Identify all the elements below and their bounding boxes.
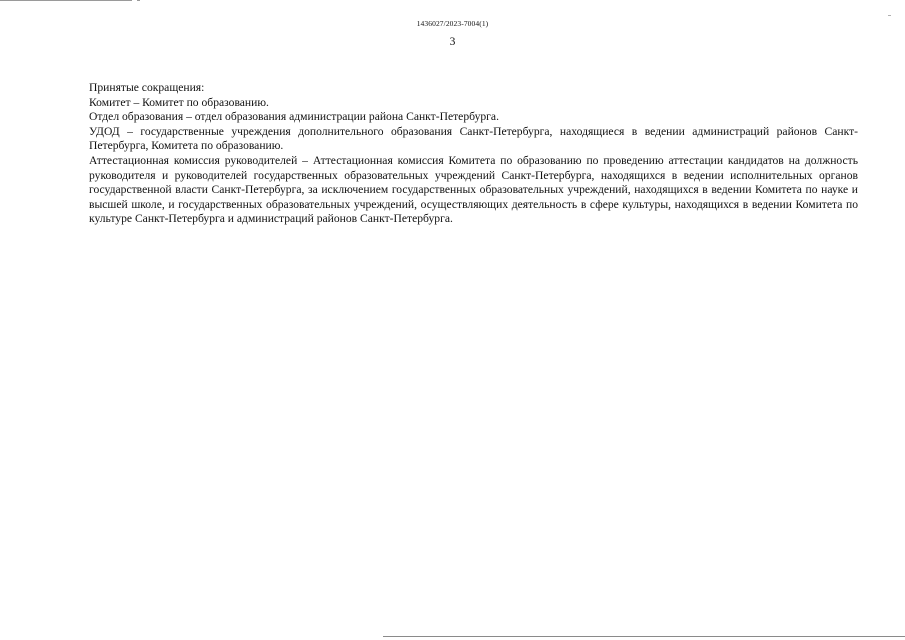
scan-artifact-line — [383, 636, 905, 637]
document-id: 1436027/2023-7004(1) — [416, 19, 489, 28]
abbreviations-section — [89, 81, 858, 227]
abbreviation-item: Отдел образования – отдел образования администрации района Санкт-Петербурга. — [89, 110, 499, 124]
abbreviations-heading: Принятые сокращения: — [89, 81, 205, 94]
page-number: 3 — [449, 36, 456, 48]
scan-artifact-dot — [888, 15, 891, 16]
abbreviation-item: Аттестационная комиссия руководителей – Аттестационная комиссия Комитета по образованию по проведению аттестации кандидатов на должность руководителя и руководителей государственных образовательных учреждений Санкт-Петербурга, находящихся в ведении исполнительных органов государственной власти Санкт-Петербурга, за исключением государственных образовательных учреждений, находящихся в ведении Комитета по науке и высшей школе, и государственных образовательных учреждений, осуществляющих деятельность в сфере культуры, находящихся в ведении Комитета по культуре Санкт-Петербурга и администраций районов Санкт-Петербурга. — [89, 153, 858, 226]
abbreviation-item: УДОД – государственные учреждения дополнительного образования Санкт-Петербурга, находящиеся в ведении администраций районов Санкт-Петербурга, Комитета по образованию. — [89, 124, 858, 153]
scan-artifact-line — [0, 0, 132, 1]
scan-artifact-dot — [137, 0, 140, 1]
abbreviation-item: Комитет – Комитет по образованию. — [89, 95, 269, 109]
